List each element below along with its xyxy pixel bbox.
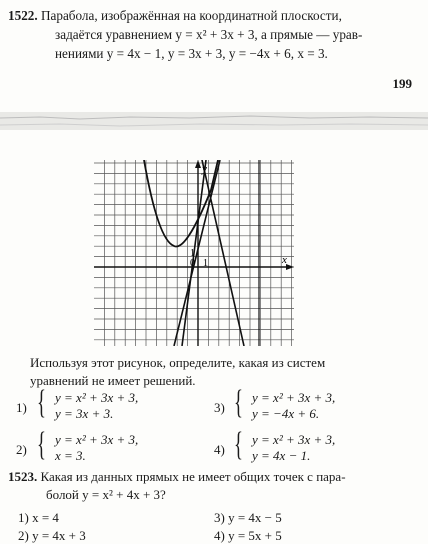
- option-number: 1): [16, 400, 27, 415]
- system-eq2: x = 3.: [55, 448, 86, 463]
- answer-option-4[interactable]: 4) y = 5x + 5: [214, 528, 282, 543]
- question-text: [30, 354, 420, 390]
- answer-option-3[interactable]: 3) y = 4x − 5: [214, 510, 282, 525]
- x-axis-label: x: [282, 254, 287, 266]
- y-axis-label: y: [202, 163, 207, 175]
- system-eq2: y = 4x − 1.: [252, 448, 311, 463]
- problem-text-line: болой y = x² + 4x + 3?: [46, 487, 166, 502]
- problem-text-line: задаётся уравнением y = x² + 3x + 3, а прямые — урав-: [55, 27, 363, 42]
- system-eq2: y = −4x + 6.: [252, 406, 320, 421]
- system-eq1: y = x² + 3x + 3,: [252, 432, 336, 447]
- problem-text-line: нениями y = 4x − 1, y = 3x + 3, y = −4x + 6, x = 3.: [55, 46, 328, 61]
- y-axis-arrow: [195, 160, 201, 168]
- line-4x-minus-1: [174, 160, 220, 346]
- system-brace: {: [37, 426, 46, 463]
- answer-option-1[interactable]: 1) x = 4: [18, 510, 59, 525]
- option-number: 3): [214, 400, 225, 415]
- parabola-curve: [144, 160, 218, 247]
- answers-block: [0, 508, 428, 544]
- problem-text-line: Парабола, изображённая на координатной плоскости,: [40, 8, 342, 23]
- answer-option-2[interactable]: 2) y = 4x + 3: [18, 528, 86, 543]
- option-number: 4): [214, 442, 225, 457]
- system-eq2: y = 3x + 3.: [55, 406, 114, 421]
- problem-number: 1522.: [8, 8, 38, 23]
- problem-1523-text: [8, 468, 418, 504]
- problem-1522-text: [8, 6, 418, 63]
- question-line: уравнений не имеет решений.: [30, 373, 196, 388]
- system-brace: {: [234, 384, 243, 421]
- options-block: [0, 384, 428, 466]
- origin-label: 0: [190, 258, 195, 269]
- problem-text-line: Какая из данных прямых не имеет общих точек с пара-: [40, 469, 346, 484]
- page-number: 199: [392, 76, 412, 91]
- system-brace: {: [234, 426, 243, 463]
- system-eq1: y = x² + 3x + 3,: [55, 432, 139, 447]
- system-eq1: y = x² + 3x + 3,: [252, 390, 336, 405]
- question-line: Используя этот рисунок, определите, какая из систем: [30, 355, 326, 370]
- system-eq1: y = x² + 3x + 3,: [55, 390, 139, 405]
- option-number: 2): [16, 442, 27, 457]
- system-brace: {: [37, 384, 46, 421]
- page-separator: [0, 112, 428, 130]
- tick-label-y1: 1: [190, 248, 195, 259]
- coordinate-plane: [94, 160, 294, 346]
- x-axis-arrow: [286, 264, 294, 270]
- problem-number: 1523.: [8, 469, 38, 484]
- tick-label-x1: 1: [203, 258, 208, 269]
